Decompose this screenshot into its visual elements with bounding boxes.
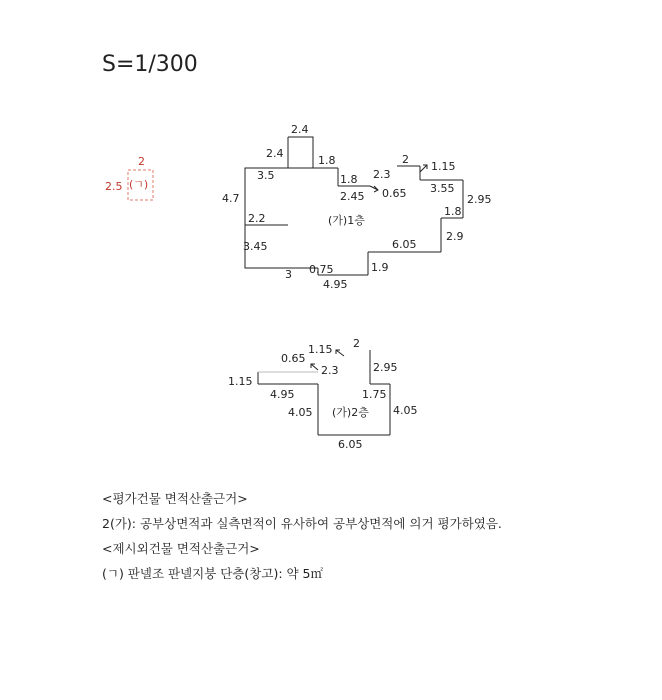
floor1-dim: 4.7 (222, 192, 240, 205)
annex-label: (ㄱ) (129, 178, 149, 191)
floor1-dim: 4.95 (323, 278, 348, 291)
note-evaluated-detail: 2(가): 공부상면적과 실측면적이 유사하여 공부상면적에 의거 평가하였음. (102, 516, 502, 531)
floor1-dim: 1.8 (444, 205, 462, 218)
floor2-dim: 2.3 (321, 364, 339, 377)
floor2-dim: 4.05 (393, 404, 418, 417)
floor2-label: (가)2층 (332, 406, 369, 419)
floor1-dim: 2.9 (446, 230, 464, 243)
floor1-dim: 1.8 (318, 154, 336, 167)
scale-label: S=1/300 (102, 52, 198, 77)
floor1-dim: 2.3 (373, 168, 391, 181)
floor2-dim: 2.95 (373, 361, 398, 374)
floor1-dim: 3 (285, 268, 292, 281)
floor1-dim: 3.5 (257, 169, 275, 182)
floor1-dim: 0.75 (309, 263, 334, 276)
floor1-dim: 2.95 (467, 193, 492, 206)
note-heading-other: <제시외건물 면적산출근거> (102, 541, 260, 556)
floor2-dim: 1.75 (362, 388, 387, 401)
floor1-dim: 2.4 (266, 147, 284, 160)
note-heading-evaluated: <평가건물 면적산출근거> (102, 491, 248, 506)
floor1-dim: 2.2 (248, 212, 266, 225)
floor2-dim: 2 (353, 337, 360, 350)
floor2-dim: 4.95 (270, 388, 295, 401)
floor2-dim: 4.05 (288, 406, 313, 419)
floor1-dim: 2 (402, 153, 409, 166)
floor1-dim: 1.9 (371, 261, 389, 274)
floor1-dim: 1.15 (431, 160, 456, 173)
floor1-dim: 1.8 (340, 173, 358, 186)
floor2-dim: 1.15 (228, 375, 253, 388)
floor1-dim-top: 2.4 (291, 123, 309, 136)
floor1-dim: 0.65 (382, 187, 407, 200)
floor2-dim: 6.05 (338, 438, 363, 451)
floor2-dim: 0.65 (281, 352, 306, 365)
floor1-dim: 3.45 (243, 240, 268, 253)
floor2-dim: 1.15 (308, 343, 333, 356)
note-other-detail: (ㄱ) 판넬조 판넬지붕 단층(창고): 약 5㎡ (102, 566, 324, 581)
floor1-dim: 2.45 (340, 190, 365, 203)
floor1-label: (가)1층 (328, 214, 365, 227)
floor1-dim: 6.05 (392, 238, 417, 251)
floor1-dim: 3.55 (430, 182, 455, 195)
annex-dim-top: 2 (138, 155, 145, 168)
annex-dim-left: 2.5 (105, 180, 123, 193)
